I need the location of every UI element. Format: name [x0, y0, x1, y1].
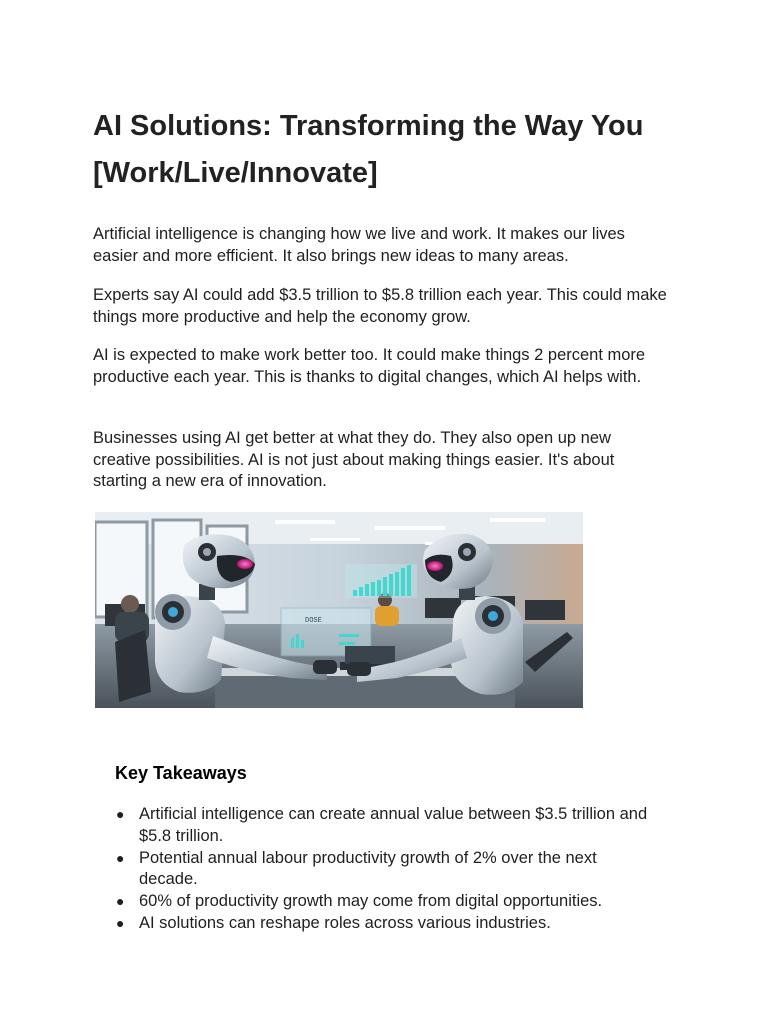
- economic-value-paragraph: Experts say AI could add $3.5 trillion to $5.8 trillion each year. This could make things more productive and help the economy grow.: [93, 286, 667, 326]
- intro-paragraph: Artificial intelligence is changing how we live and work. It makes our lives easier and more efficient. It also brings new ideas to many areas.: [93, 225, 625, 265]
- key-takeaways-heading: Key Takeaways: [115, 763, 247, 783]
- list-item-text: Artificial intelligence can create annual value between $3.5 trillion and $5.8 trillion.: [139, 805, 648, 845]
- list-item-text: 60% of productivity growth may come from digital opportunities.: [139, 892, 603, 911]
- list-item: [115, 891, 655, 913]
- bullet: ●: [116, 806, 125, 822]
- list-item-text: AI solutions can reshape roles across various industries.: [139, 913, 551, 932]
- robots-office-illustration: [95, 512, 583, 708]
- list-item-text: Potential annual labour productivity growth of 2% over the next decade.: [139, 848, 597, 889]
- bullet: ●: [116, 893, 125, 910]
- hologram-chart: [345, 564, 417, 598]
- list-item: [115, 913, 655, 935]
- robots-office-image: [95, 512, 583, 708]
- list-item: [115, 804, 655, 848]
- bullet: ●: [116, 849, 125, 866]
- bullet: ●: [116, 914, 125, 931]
- productivity-paragraph: AI is expected to make work better too. It could make things 2 percent more productive each year. This is thanks to digital changes, which AI helps with.: [93, 346, 646, 386]
- key-takeaways-list: [115, 804, 655, 935]
- list-item: [115, 848, 655, 892]
- hologram-screen-text: DOSE: [305, 617, 322, 625]
- innovation-paragraph: Businesses using AI get better at what they do. They also open up new creative possibilities. AI is not just about making things easier. It's about starting a new era of innovation.: [93, 429, 615, 490]
- page-title: AI Solutions: Transforming the Way You [Work/Live/Innovate]: [93, 110, 644, 189]
